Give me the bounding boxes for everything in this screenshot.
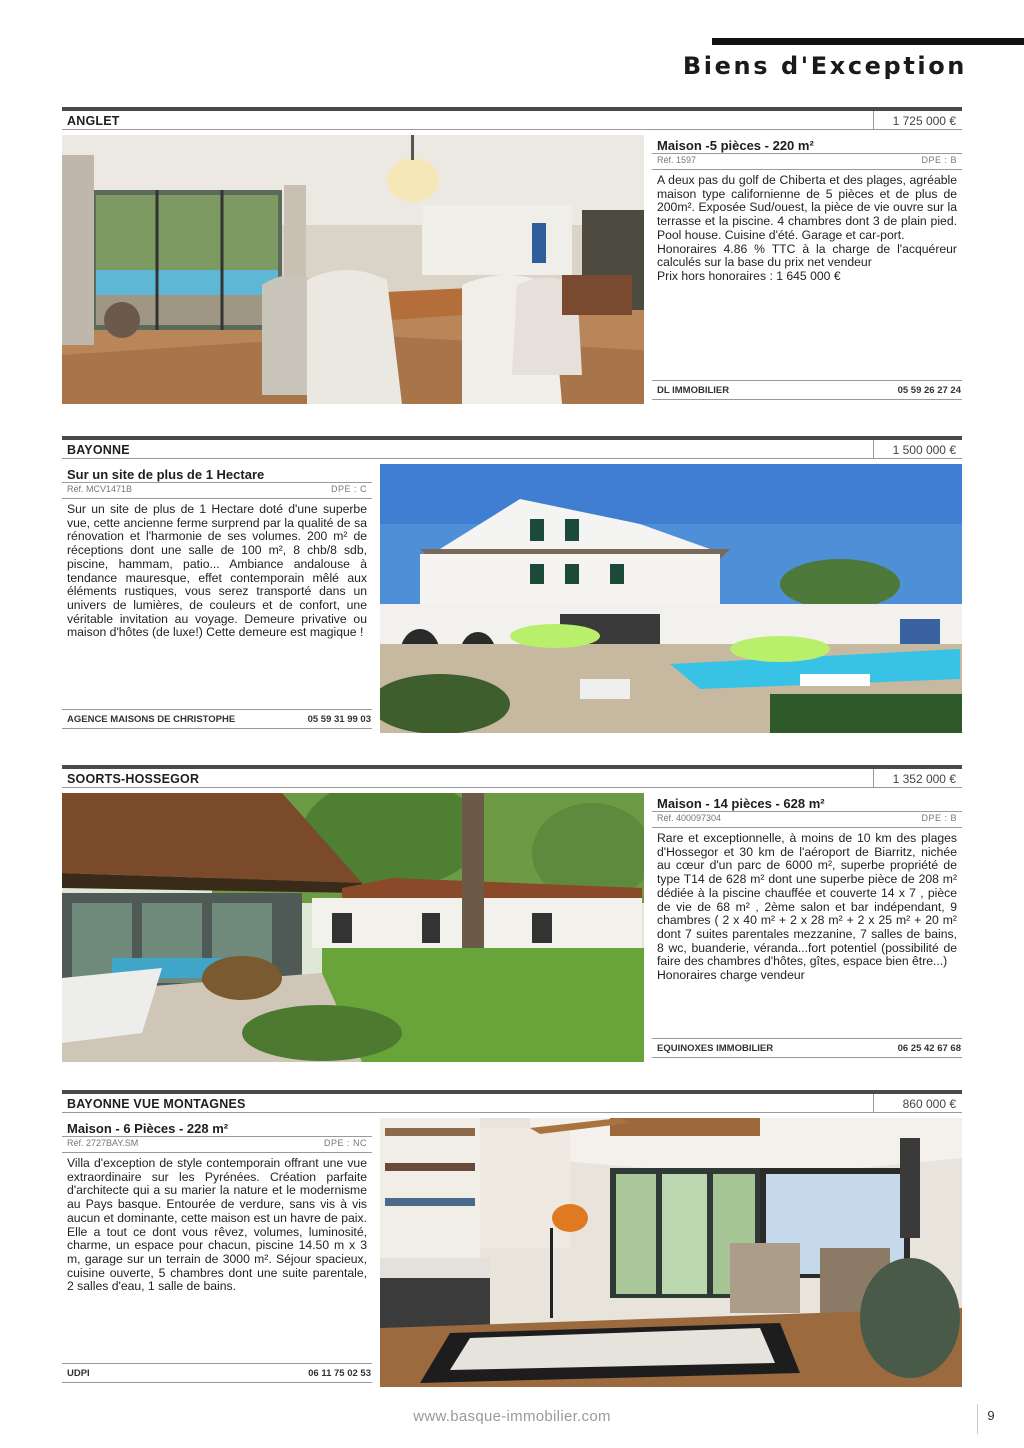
footer-website-url[interactable]: www.basque-immobilier.com bbox=[413, 1408, 611, 1425]
description-paragraph: Rare et exceptionnelle, à moins de 10 km des plages d'Hossegor et 30 km de l'aéroport de Biarritz, nichée au cœur d'un parc de 6000 m², superbe propriété de type T14 de 628 m² dont une superbe pièce de 208 m² dédiée à la piscine chauffée et couverte 14 x 7 , pièce de vie de 68 m² , 2ème salon et bar indépendant, 9 chambres ( 2 x 40 m² + 2 x 28 m² + 2 x 25 m² + 20 m² dont 7 suites parentales mezzanine, 7 salles de bains, 8 wc, buanderie, véranda...fort potentiel (possibilité de faire des chambres d'hôtes, gîtes, espace bien être...) bbox=[657, 831, 957, 969]
listing-ref: Réf. 400097304 bbox=[657, 813, 722, 823]
agency-row bbox=[62, 1363, 372, 1383]
listing-dpe: DPE : NC bbox=[323, 1138, 367, 1148]
listing-header bbox=[62, 765, 962, 788]
listing-city: BAYONNE VUE MONTAGNES bbox=[67, 1097, 246, 1111]
agency-name: DL IMMOBILIER bbox=[657, 385, 730, 396]
description-paragraph: Prix hors honoraires : 1 645 000 € bbox=[657, 268, 841, 283]
listing-info bbox=[62, 464, 372, 733]
price-box bbox=[873, 769, 962, 787]
agency-phone: 05 59 26 27 24 bbox=[897, 385, 961, 396]
listing-header bbox=[62, 436, 962, 459]
description-paragraph: Honoraires charge vendeur bbox=[657, 968, 805, 983]
price-box bbox=[873, 1094, 962, 1112]
listing-photo-garden bbox=[62, 793, 644, 1062]
listing-city: BAYONNE bbox=[67, 443, 130, 457]
ref-row bbox=[62, 482, 372, 499]
agency-name: UDPI bbox=[67, 1368, 90, 1379]
listing-ref: Réf. MCV1471B bbox=[67, 484, 133, 494]
listing-title: Maison -5 pièces - 220 m² bbox=[657, 138, 814, 153]
listing-soorts-hossegor bbox=[62, 765, 962, 1062]
listing-ref: Réf. 2727BAY.SM bbox=[67, 1138, 139, 1148]
description-paragraph: Sur un site de plus de 1 Hectare doté d'une superbe vue, cette ancienne ferme surprend par la qualité de sa rénovation et l'harmonie de ses volumes. 200 m² de réceptions dont une salle de 100 m², 8 chb/8 sdb, piscine, hammam, patio... Ambiance andalouse à tendance mauresque, effet contemporain mêlé aux éléments rustiques, vous serez transporté dans un univers de lumières, de couleurs et de confort, une véritable invitation au voyage. Demeure privative ou maison d'hôtes (de luxe!) Cette demeure est magique ! bbox=[67, 502, 367, 640]
listing-info bbox=[652, 135, 962, 404]
ref-row bbox=[652, 153, 962, 170]
ref-row bbox=[652, 811, 962, 828]
listing-description bbox=[657, 832, 957, 983]
listing-ref: Réf. 1597 bbox=[657, 155, 697, 165]
listing-description bbox=[657, 174, 957, 284]
listing-price: 1 500 000 € bbox=[892, 443, 956, 457]
listing-dpe: DPE : C bbox=[330, 484, 367, 494]
agency-name: EQUINOXES IMMOBILIER bbox=[657, 1043, 774, 1054]
agency-phone: 05 59 31 99 03 bbox=[307, 714, 371, 725]
agency-phone: 06 25 42 67 68 bbox=[897, 1043, 961, 1054]
price-box bbox=[873, 111, 962, 129]
description-paragraph: Honoraires 4.86 % TTC à la charge de l'acquéreur calculés sur la base du prix net vendeur bbox=[657, 241, 957, 270]
agency-row bbox=[62, 709, 372, 729]
listing-info bbox=[652, 793, 962, 1062]
listing-header bbox=[62, 1090, 962, 1113]
listing-dpe: DPE : B bbox=[921, 813, 957, 823]
description-paragraph: Villa d'exception de style contemporain offrant une vue extraordinaire sur les Pyrénées. Création parfaite d'architecte qui a su marier la nature et le modernisme au Pays basque. Entourée de verdure, sans vis à vis aucun et dominante, cette maison est un havre de paix. Elle a tout ce dont vous rêvez, volumes, luminosité, charme, un espace pour chacun, piscine 14.50 m x 3 m, garage sur un terrain de 3000 m². Séjour spacieux, cuisine ouverte, 5 chambres dont une suite parentale, 2 salles d'eau, 1 salle de bains. bbox=[67, 1156, 367, 1294]
agency-row bbox=[652, 380, 962, 400]
listing-header bbox=[62, 107, 962, 130]
listing-photo-interior bbox=[62, 135, 644, 404]
listing-photo-living-room bbox=[380, 1118, 962, 1387]
listing-photo-exterior bbox=[380, 464, 962, 733]
listing-dpe: DPE : B bbox=[921, 155, 957, 165]
agency-phone: 06 11 75 02 53 bbox=[308, 1368, 371, 1379]
ref-row bbox=[62, 1136, 372, 1153]
listing-bayonne-vue-montagnes bbox=[62, 1090, 962, 1387]
listing-price: 1 352 000 € bbox=[892, 772, 956, 786]
header-accent-bar bbox=[712, 38, 1024, 45]
agency-name: AGENCE MAISONS DE CHRISTOPHE bbox=[67, 714, 236, 725]
listing-price: 860 000 € bbox=[902, 1097, 956, 1111]
agency-row bbox=[652, 1038, 962, 1058]
listing-title: Maison - 14 pièces - 628 m² bbox=[657, 796, 825, 811]
listing-price: 1 725 000 € bbox=[892, 114, 956, 128]
description-paragraph: A deux pas du golf de Chiberta et des plages, agréable maison type californienne de 5 pièces et de plus de 200m². Exposée Sud/ouest, la pièce de vie ouvre sur la terrasse et la piscine. 4 chambres dont 3 de plain pied. Pool house. Cuisine d'été. Garage et car-port. bbox=[657, 173, 957, 242]
listing-city: ANGLET bbox=[67, 114, 120, 128]
listing-city: SOORTS-HOSSEGOR bbox=[67, 772, 200, 786]
listing-title: Sur un site de plus de 1 Hectare bbox=[67, 467, 265, 482]
page-title: Biens d'Exception bbox=[682, 52, 967, 80]
listing-anglet bbox=[62, 107, 962, 404]
listing-description bbox=[67, 1157, 367, 1294]
listing-bayonne bbox=[62, 436, 962, 733]
listing-description bbox=[67, 503, 367, 640]
listing-title: Maison - 6 Pièces - 228 m² bbox=[67, 1121, 229, 1136]
listing-info bbox=[62, 1118, 372, 1387]
page-number: 9 bbox=[977, 1404, 1004, 1434]
price-box bbox=[873, 440, 962, 458]
